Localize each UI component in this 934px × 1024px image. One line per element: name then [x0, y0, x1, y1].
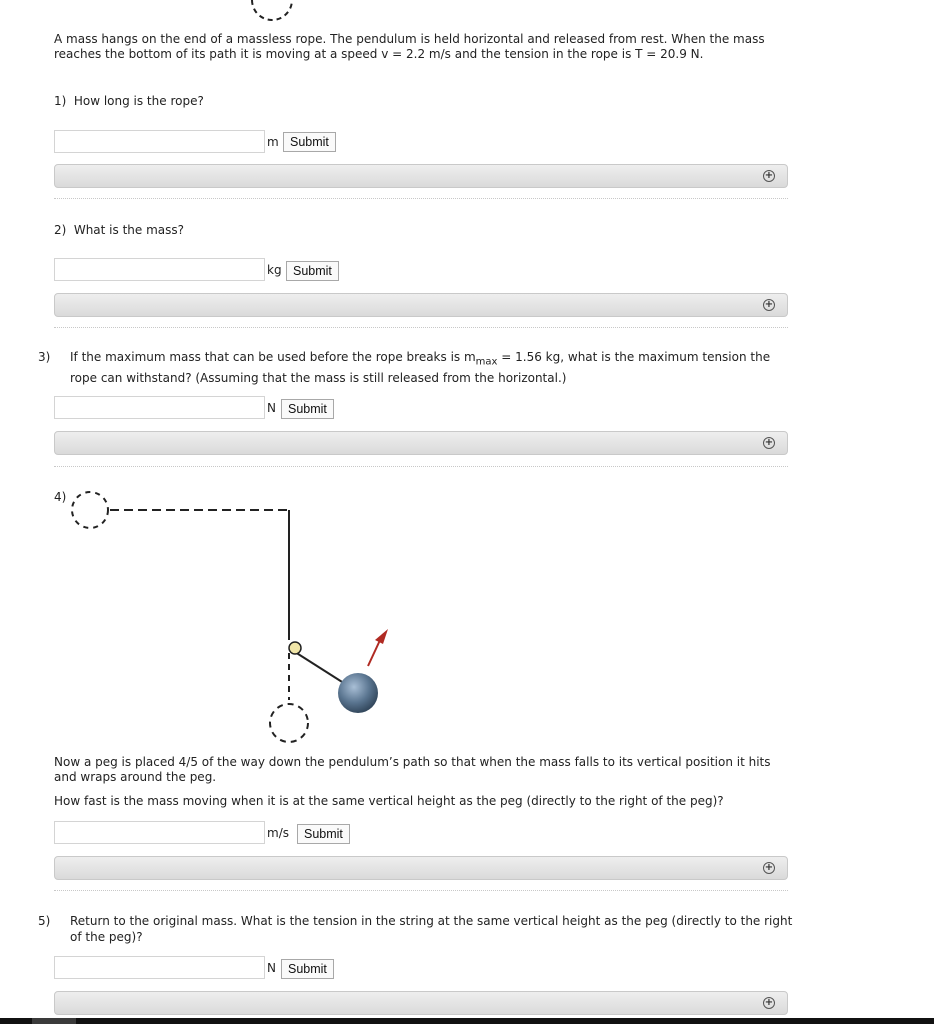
- velocity-arrow: [368, 638, 381, 666]
- plus-circle-icon[interactable]: +: [764, 437, 774, 448]
- velocity-arrowhead: [375, 629, 388, 644]
- pendulum-diagram: [0, 480, 420, 750]
- separator: [54, 198, 788, 199]
- subscript-max: max: [475, 356, 498, 368]
- question-5: [38, 913, 800, 945]
- submit-button-1[interactable]: Submit: [283, 132, 336, 152]
- question-4-description: Now a peg is placed 4/5 of the way down the pendulum’s path so that when the mass falls to its vertical position it hits and wraps around the peg.: [54, 755, 771, 784]
- hint-bar-1[interactable]: [54, 164, 788, 188]
- submit-button-2[interactable]: Submit: [286, 261, 339, 281]
- taskbar-tab[interactable]: [32, 1018, 76, 1024]
- question-number: 2): [54, 223, 67, 237]
- plus-circle-icon[interactable]: +: [764, 862, 774, 873]
- question-4-text: How fast is the mass moving when it is at the same vertical height as the peg (directly to the right of the peg)?: [54, 794, 724, 808]
- answer-input-4[interactable]: [54, 821, 265, 844]
- unit-label-5: N: [267, 961, 276, 975]
- question-text: If the maximum mass that can be used before the rope breaks is m: [70, 350, 476, 364]
- hint-bar-5[interactable]: [54, 991, 788, 1015]
- separator: [54, 327, 788, 328]
- bottom-taskbar: [0, 1018, 934, 1024]
- question-number: 4): [54, 490, 67, 504]
- hint-bar-2[interactable]: [54, 293, 788, 317]
- answer-input-5[interactable]: [54, 956, 265, 979]
- pendulum-mass: [338, 673, 378, 713]
- question-number: 3): [38, 350, 51, 364]
- answer-input-2[interactable]: [54, 258, 265, 281]
- separator: [54, 890, 788, 891]
- submit-button-3[interactable]: Submit: [281, 399, 334, 419]
- peg: [289, 642, 301, 654]
- pendulum-top-fragment: [240, 0, 310, 22]
- question-3: [38, 349, 800, 386]
- question-text: Return to the original mass. What is the tension in the string at the same vertical height as the peg (directly to the right of the peg)?: [70, 914, 793, 944]
- question-2: [54, 222, 784, 238]
- question-number: 1): [54, 94, 67, 108]
- unit-label-2: kg: [267, 263, 282, 277]
- plus-circle-icon[interactable]: +: [764, 170, 774, 181]
- problem-intro: A mass hangs on the end of a massless rope. The pendulum is held horizontal and released from rest. When the mass reaches the bottom of its path it is moving at a speed v = 2.2 m/s and the tension in the rope is T = 20.9 N.: [54, 32, 765, 61]
- submit-button-4[interactable]: Submit: [297, 824, 350, 844]
- submit-button-5[interactable]: Submit: [281, 959, 334, 979]
- unit-label-4: m/s: [267, 826, 289, 840]
- initial-position-circle: [72, 492, 108, 528]
- plus-circle-icon[interactable]: +: [764, 299, 774, 310]
- hint-bar-3[interactable]: [54, 431, 788, 455]
- question-text: What is the mass?: [73, 223, 184, 237]
- unit-label-3: N: [267, 401, 276, 415]
- separator: [54, 466, 788, 467]
- question-text-cont: = 1.56 kg, what is the maximum tension the rope can withstand? (Assuming that the mass is still released from the horizontal.): [70, 350, 771, 386]
- question-text: How long is the rope?: [73, 94, 204, 108]
- bottom-position-circle: [270, 704, 308, 742]
- plus-circle-icon[interactable]: +: [764, 997, 774, 1008]
- question-1: [54, 93, 784, 109]
- answer-input-1[interactable]: [54, 130, 265, 153]
- answer-input-3[interactable]: [54, 396, 265, 419]
- hint-bar-4[interactable]: [54, 856, 788, 880]
- unit-label-1: m: [267, 135, 279, 149]
- question-number: 5): [38, 914, 51, 928]
